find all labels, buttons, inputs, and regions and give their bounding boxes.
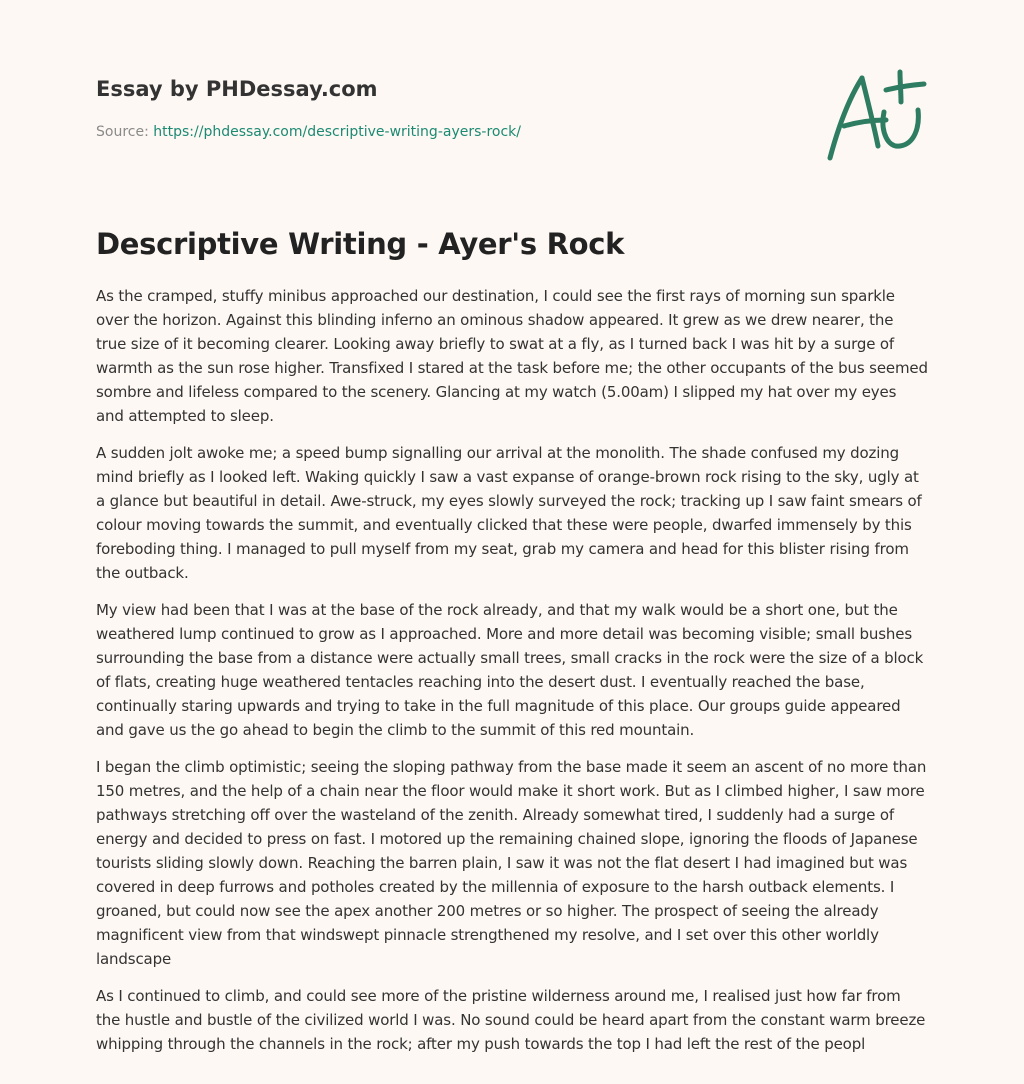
essay-paragraph: My view had been that I was at the base of the rock already, and that my walk would be a short one, but the weathered lump continued to grow as I approached. More and more detail was becoming visible; small bushes surrounding the base from a distance were actually small trees, small cracks in the rock were the size of a block of flats, creating huge weathered tentacles reaching into the desert dust. I eventually reached the base, continually staring upwards and trying to take in the full magnitude of this place. Our groups guide appeared and gave us the go ahead to begin the climb to the summit of this red mountain. [96,601,924,739]
page-header [96,74,796,142]
a-plus-logo-icon [824,66,928,166]
source-line [96,122,796,142]
source-link[interactable]: https://phdessay.com/descriptive-writing-ayers-rock/ [153,124,521,140]
essay-paragraph: As I continued to climb, and could see more of the pristine wilderness around me, I realised just how far from the hustle and bustle of the civilized world I was. No sound could be heard apart from the constant warm breeze whipping through the channels in the rock; after my push towards the top I had left the rest of the peopl [96,987,926,1053]
essay-paragraph: I began the climb optimistic; seeing the sloping pathway from the base made it seem an ascent of no more than 150 metres, and the help of a chain near the floor would make it short work. But as I climbed higher, I saw more pathways stretching off over the wasteland of the zenith. Already somewhat tired, I suddenly had a surge of energy and decided to press on fast. I motored up the remaining chained slope, ignoring the floods of Japanese tourists sliding slowly down. Reaching the barren plain, I saw it was not the flat desert I had imagined but was covered in deep furrows and potholes created by the millennia of exposure to the harsh outback elements. I groaned, but could now see the apex another 200 metres or so higher. The prospect of seeing the already magnificent view from that windswept pinnacle strengthened my resolve, and I set over this other worldly landscape [96,758,927,968]
site-title: Essay by PHDessay.com [96,77,378,101]
essay-title: Descriptive Writing - Ayer's Rock [96,227,625,261]
essay-paragraph: A sudden jolt awoke me; a speed bump signalling our arrival at the monolith. The shade confused my dozing mind briefly as I looked left. Waking quickly I saw a vast expanse of orange-brown rock rising to the sky, ugly at a glance but beautiful in detail. Awe-struck, my eyes slowly surveyed the rock; tracking up I saw faint smears of colour moving towards the summit, and eventually clicked that these were people, dwarfed immensely by this foreboding thing. I managed to pull myself from my seat, grab my camera and head for this blister rising from the outback. [96,444,922,582]
essay-paragraph: As the cramped, stuffy minibus approached our destination, I could see the first rays of morning sun sparkle over the horizon. Against this blinding inferno an ominous shadow appeared. It grew as we drew nearer, the true size of it becoming clearer. Looking away briefly to swat at a fly, as I turned back I was hit by a surge of warmth as the sun rose higher. Transfixed I stared at the task before me; the other occupants of the bus seemed sombre and lifeless compared to the scenery. Glancing at my watch (5.00am) I slipped my hat over my eyes and attempted to sleep. [96,287,928,425]
source-label: Source: [96,124,149,140]
essay-body [96,284,928,1069]
